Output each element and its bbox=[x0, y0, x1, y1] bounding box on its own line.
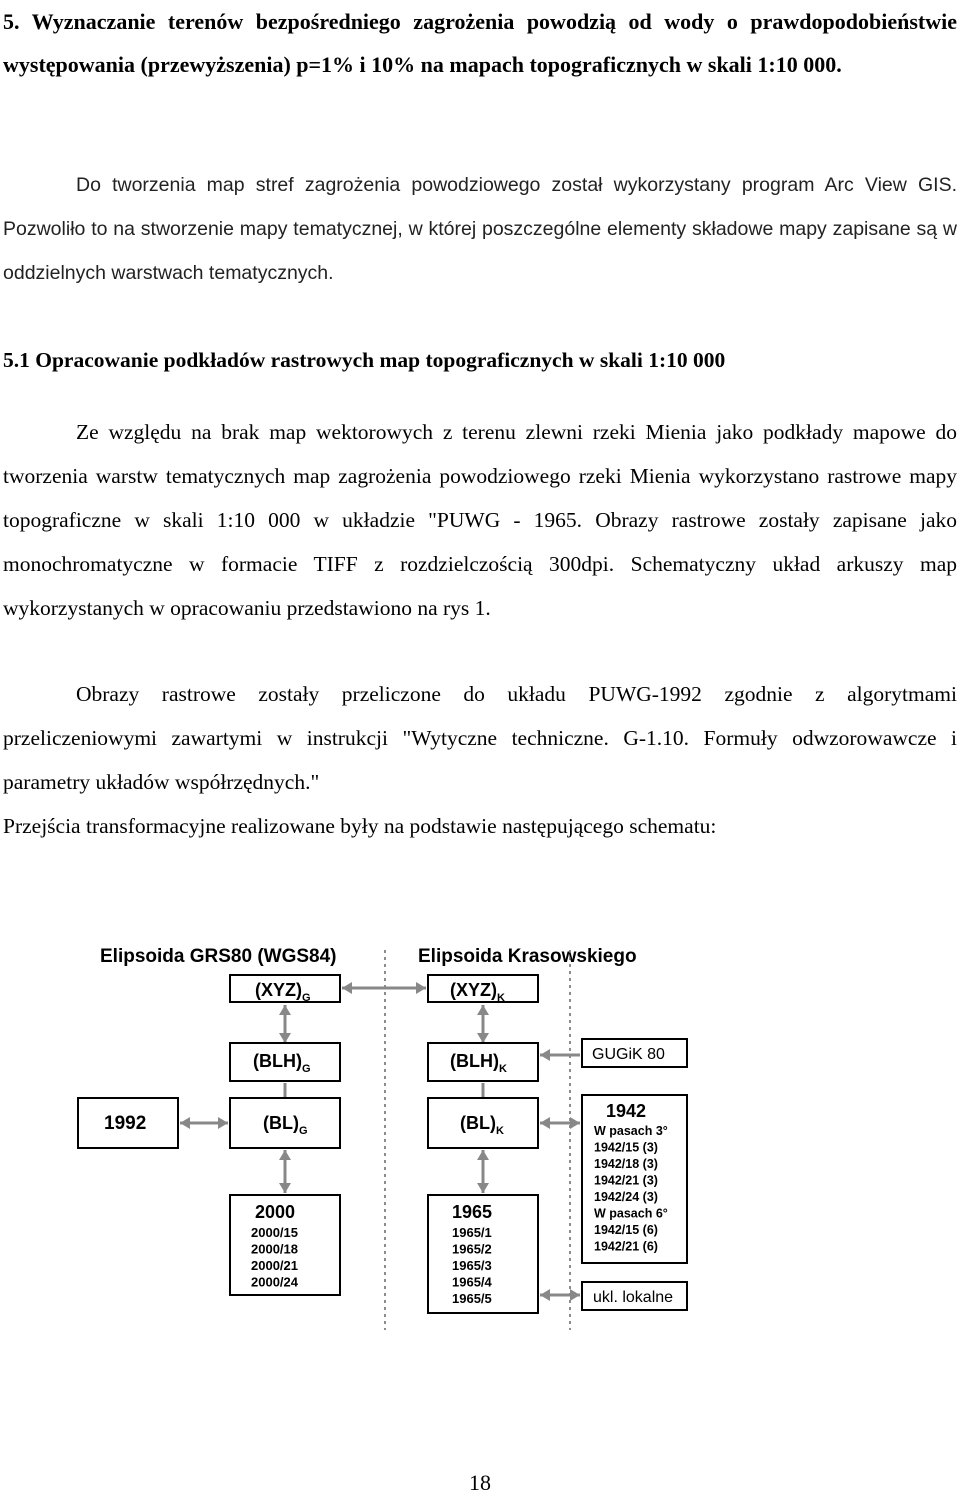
list-item: 1942/21 (6) bbox=[594, 1239, 658, 1254]
blh-k-sub: K bbox=[498, 1063, 507, 1075]
bl-g-label: (BL) bbox=[263, 1113, 299, 1133]
blh-k-label: (BLH) bbox=[450, 1051, 499, 1071]
list-item: 2000/21 bbox=[251, 1258, 298, 1273]
list-item: 1942/24 (3) bbox=[594, 1190, 658, 1204]
left-ellipsoid-title: Elipsoida GRS80 (WGS84) bbox=[100, 946, 337, 967]
list-item: 1965/3 bbox=[452, 1258, 492, 1273]
section-heading: 5. Wyznaczanie terenów bezpośredniego zagrożenia powodzią od wody o prawdopodobieństwie występowania (przewyższenia) p=1% i 10% na mapach topograficznych w skali 1:10 000. bbox=[3, 9, 957, 77]
box-1965-list bbox=[452, 1225, 493, 1306]
list-item: W pasach 3° bbox=[594, 1124, 668, 1138]
list-item: W pasach 6° bbox=[594, 1206, 668, 1221]
list-item: 1942/15 (3) bbox=[594, 1140, 658, 1155]
list-item: 1942/21 (3) bbox=[594, 1173, 658, 1188]
list-item: 2000/18 bbox=[251, 1241, 298, 1257]
gugik-label: GUGiK 80 bbox=[592, 1046, 665, 1063]
bl-k-label: (BL) bbox=[460, 1113, 496, 1133]
list-item: 1965/5 bbox=[452, 1291, 492, 1306]
box-2000-list bbox=[251, 1225, 299, 1290]
intro-paragraph: Do tworzenia map stref zagrożenia powodziowego został wykorzystany program Arc View GIS. Pozwoliło to na stworzenie mapy tematycznej, w której poszczególne elementy składowe mapy zapisane są w oddzielnych warstwach tematycznych. bbox=[3, 174, 957, 284]
paragraph-schema-intro: Przejścia transformacyjne realizowane były na podstawie następującego schematu: bbox=[3, 814, 717, 838]
bl-g-sub: G bbox=[298, 1125, 308, 1137]
right-ellipsoid-title: Elipsoida Krasowskiego bbox=[418, 946, 637, 967]
list-item: 1965/1 bbox=[452, 1225, 492, 1240]
list-item: 1942/15 (6) bbox=[594, 1223, 658, 1237]
paragraph-transformation: Obrazy rastrowe zostały przeliczone do układu PUWG-1992 zgodnie z algorytmami przeliczeniowymi zawartymi w instrukcji "Wytyczne techniczne. G-1.10. Formuły odwzorowawcze i parametry układów współrzędnych." bbox=[3, 682, 957, 794]
transformation-diagram bbox=[0, 925, 960, 1335]
xyz-g-sub: G bbox=[302, 992, 311, 1004]
box-2000-title: 2000 bbox=[255, 1202, 296, 1222]
box-1965-title: 1965 bbox=[452, 1202, 493, 1222]
page-number: 18 bbox=[469, 1470, 491, 1495]
xyz-k-sub: K bbox=[497, 992, 505, 1004]
subsection-heading: 5.1 Opracowanie podkładów rastrowych map topograficznych w skali 1:10 000 bbox=[3, 348, 726, 372]
list-item: 2000/24 bbox=[251, 1274, 298, 1290]
blh-g-label: (BLH) bbox=[253, 1051, 302, 1071]
paragraph-raster-maps: Ze względu na brak map wektorowych z terenu zlewni rzeki Mienia jako podkłady mapowe do tworzenia warstw tematycznych map zagrożenia powodziowego rzeki Mienia wykorzystano rastrowe mapy topograficzne w skali 1:10 000 w układzie "PUWG - 1965. Obrazy rastrowe zostały zapisane jako monochromatyczne w formacie TIFF z rozdzielczością 300dpi. Schematyczny układ arkuszy map wykorzystanych w opracowaniu przedstawiono na rys 1. bbox=[3, 420, 957, 620]
xyz-g-label: (XYZ) bbox=[255, 980, 302, 1000]
bl-k-sub: K bbox=[495, 1125, 504, 1137]
list-item: 1942/18 (3) bbox=[594, 1157, 658, 1171]
blh-g-sub: G bbox=[301, 1063, 311, 1075]
list-item: 2000/15 bbox=[251, 1225, 298, 1240]
list-item: 1965/4 bbox=[452, 1274, 492, 1290]
box-1992-label: 1992 bbox=[104, 1113, 147, 1134]
xyz-k-label: (XYZ) bbox=[450, 980, 497, 1000]
box-1942-title: 1942 bbox=[606, 1101, 647, 1121]
box-local-label: ukl. lokalne bbox=[593, 1289, 674, 1306]
list-item: 1965/2 bbox=[452, 1241, 492, 1257]
